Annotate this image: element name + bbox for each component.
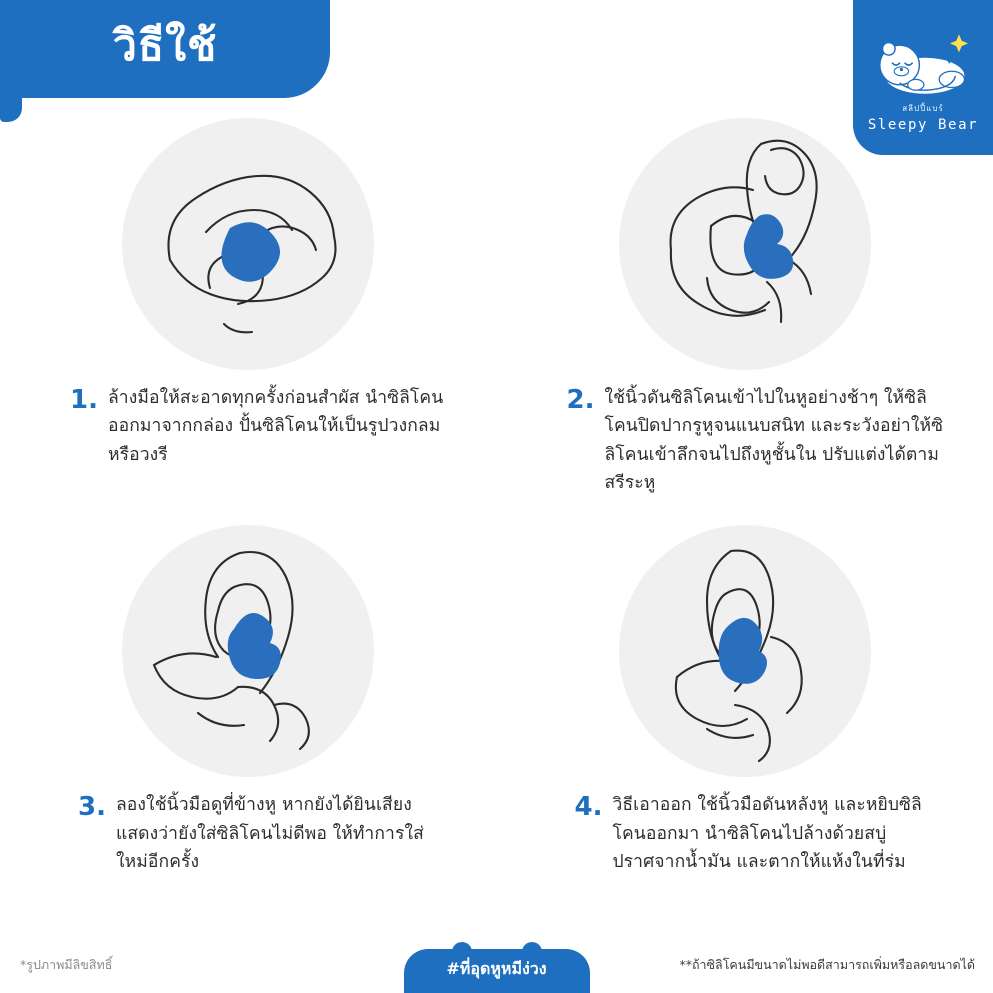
page-title: วิธีใช้ [112,20,218,71]
step-1-text-row [34,384,463,469]
copyright-note: *รูปภาพมีลิขสิทธิ์ [20,957,113,972]
sleeping-bear-logo-icon [869,29,977,101]
step-3-number: 3. [78,792,106,823]
step-3-text-row [34,791,463,876]
step-4-number: 4. [574,792,603,823]
step-1-text: ล้างมือให้สะอาดทุกครั้งก่อนสำผัส นำซิลิโคนออกมาจากกล่อง ปั้นซิลิโคนให้เป็นรูปวงกลมหรือวงรี [107,388,444,465]
step-2-text-row [531,384,960,497]
fingers-removing-silicone-from-ear-illustration [611,517,879,785]
step-4-illustration-wrap [531,515,960,787]
step-1 [0,108,497,497]
step-3-text: ลองใช้นิ้วมือดูที่ข้างหู หากยังได้ยินเสียงแสดงว่ายังใส่ซิลิโคนไม่ดีพอ ให้ทำการใส่ใหม่อีกครั้ง [115,795,424,873]
fingers-checking-ear-seal-illustration [114,517,382,785]
step-2-illustration-wrap [531,108,960,380]
step-2-number: 2. [566,385,595,415]
step-2 [497,108,993,497]
brand-sub-label: สลีปปี้แบร์ [902,103,944,113]
finger-pressing-silicone-into-ear-illustration [611,110,879,378]
bear-ears-icon [404,940,590,954]
step-3-illustration-wrap [34,515,463,787]
step-1-number: 1. [70,385,98,415]
steps-grid [0,108,993,876]
step-3 [0,515,497,876]
hashtag-label: #ที่อุดหูหมีง่วง [446,959,547,978]
brand-name-label: Sleepy Bear [867,116,979,133]
hand-rolling-silicone-ball-illustration [114,110,382,378]
step-4 [497,515,993,876]
hashtag-badge [404,949,590,993]
step-4-text-row [531,791,960,876]
size-note: **ถ้าซิลิโคนมีขนาดไม่พอดีสามารถเพิ่มหรือลดขนาดได้ [679,957,975,972]
step-1-illustration-wrap [34,108,463,380]
step-2-text: ใช้นิ้วดันซิลิโคนเข้าไปในหูอย่างช้าๆ ให้ซิลิโคนปิดปากรูหูจนแนบสนิท และระวังอย่าให้ซิลิโคนเข้าลึกจนไปถึงหูชั้นใน ปรับแต่งได้ตามสรีระหู [604,388,944,494]
header-banner [0,0,330,98]
step-4-text: วิธีเอาออก ใช้นิ้วมือดันหลังหู และหยิบซิลิโคนออกมา นำซิลิโคนไปล้างด้วยสบู่ปราศจากน้ำมัน และตากให้แห้งในที่ร่ม [612,795,922,873]
